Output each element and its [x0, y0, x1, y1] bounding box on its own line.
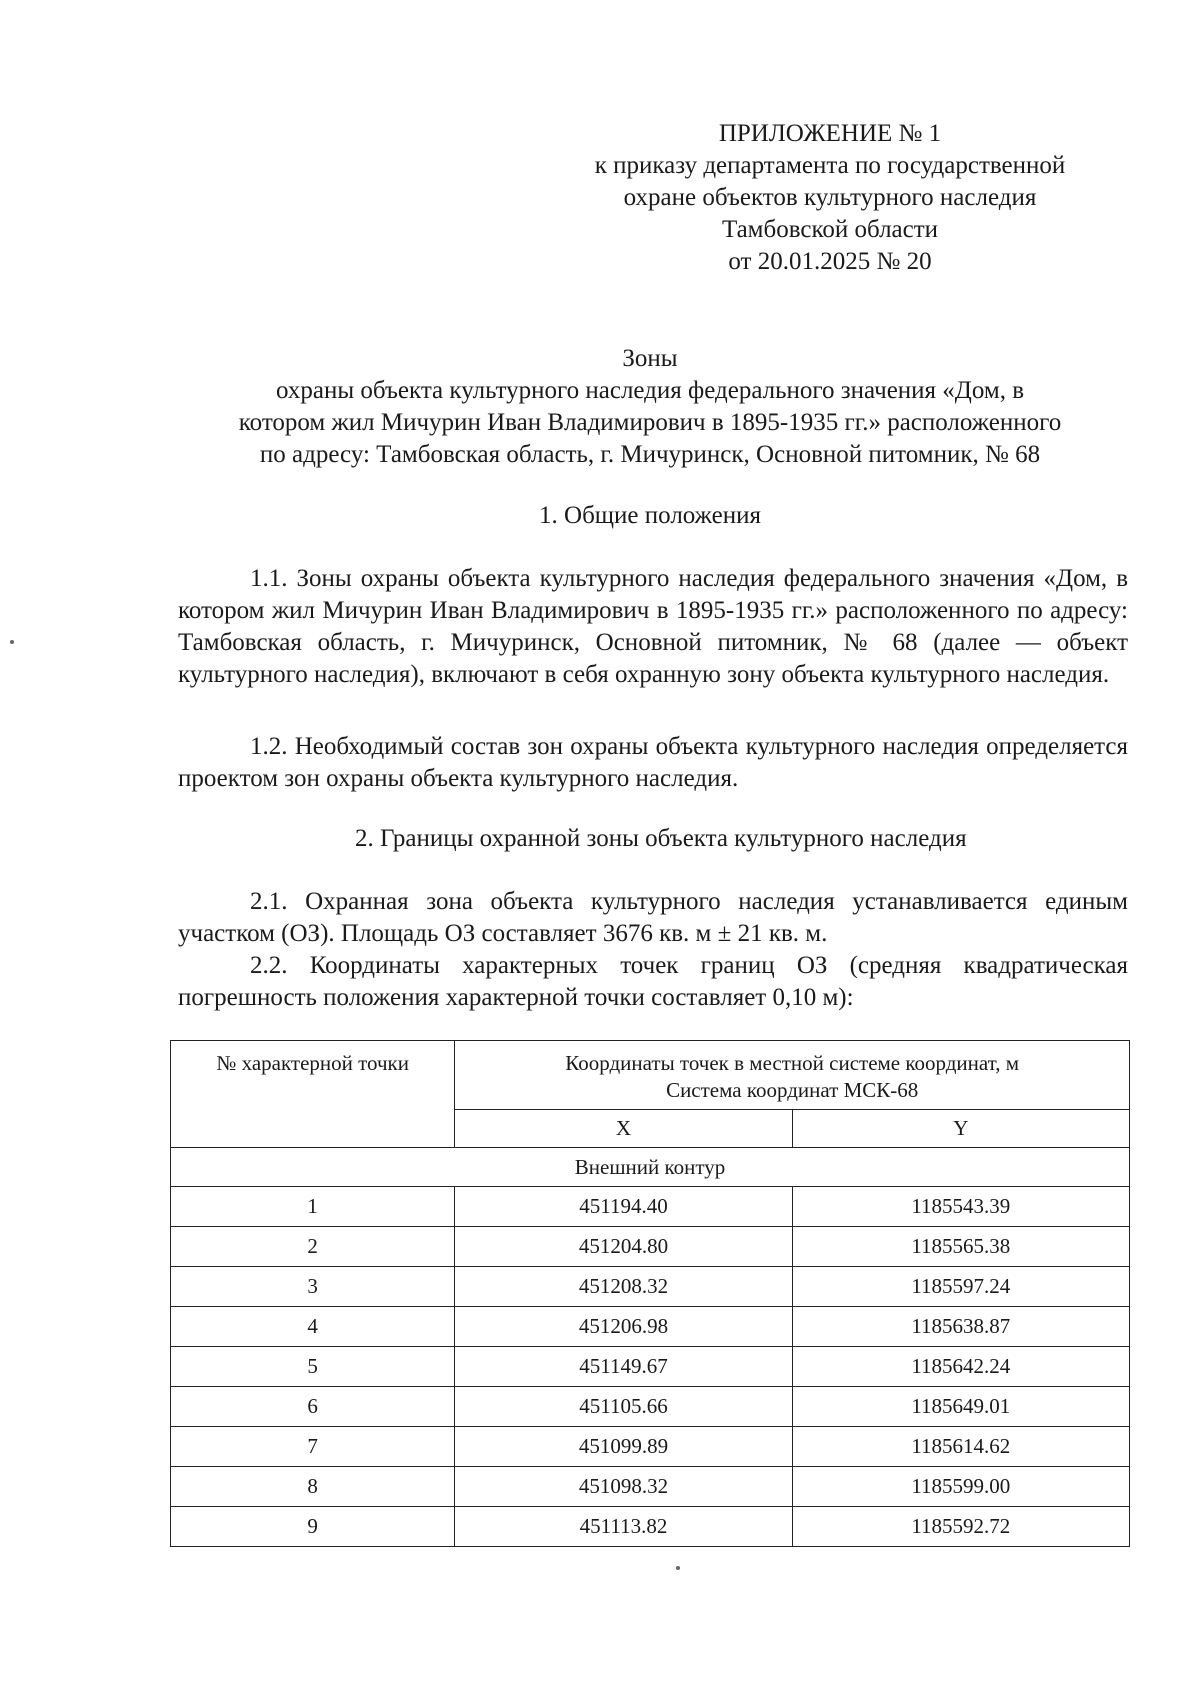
header-point-number: № характерной точки [171, 1041, 455, 1148]
contour-label: Внешний контур [171, 1148, 1130, 1187]
appendix-header [540, 118, 1120, 278]
coord-y: 1185597.24 [792, 1267, 1129, 1307]
title-heading: Зоны [622, 345, 678, 372]
point-number: 1 [171, 1187, 455, 1227]
title-line: по адресу: Тамбовская область, г. Мичуринск, Основной питомник, № 68 [259, 441, 1041, 468]
point-number: 2 [171, 1227, 455, 1267]
coord-y: 1185638.87 [792, 1307, 1129, 1347]
paragraph-2-2-text: 2.2. Координаты характерных точек границ ОЗ (средняя квадратическая погрешность положения характерной точки составляет 0,10 м): [178, 952, 1128, 1011]
coord-x: 451149.67 [455, 1347, 792, 1387]
coord-y: 1185599.00 [792, 1467, 1129, 1507]
header-y: Y [792, 1109, 1129, 1147]
section-2-heading: 2. Границы охранной зоны объекта культурного наследия [355, 825, 967, 852]
paragraph-2-2 [178, 950, 1128, 1014]
appendix-line: охране объектов культурного наследия [623, 184, 1037, 211]
appendix-title: ПРИЛОЖЕНИЕ № 1 [718, 120, 942, 147]
title-line: охраны объекта культурного наследия федерального значения «Дом, в [275, 377, 1024, 404]
point-number: 5 [171, 1347, 455, 1387]
table-row [171, 1307, 1130, 1347]
coord-y: 1185592.72 [792, 1507, 1129, 1547]
coord-x: 451206.98 [455, 1307, 792, 1347]
coord-y: 1185649.01 [792, 1387, 1129, 1427]
paragraph-1-2 [178, 731, 1128, 795]
header-coordinates-system: Система координат МСК-68 [666, 1077, 919, 1102]
paragraph-2-1-text: 2.1. Охранная зона объекта культурного наследия устанавливается единым участком (ОЗ). Площадь ОЗ составляет 3676 кв. м ± 21 кв. м. [178, 888, 1128, 947]
table-row [171, 1387, 1130, 1427]
document-title [170, 343, 1130, 471]
paragraph-1-2-text: 1.2. Необходимый состав зон охраны объекта культурного наследия определяется проектом зон охраны объекта культурного наследия. [178, 733, 1128, 792]
scan-speck [676, 1566, 680, 1570]
coordinates-table [170, 1040, 1130, 1547]
point-number: 6 [171, 1387, 455, 1427]
coord-x: 451113.82 [455, 1507, 792, 1547]
coord-x: 451105.66 [455, 1387, 792, 1427]
appendix-line: Тамбовской области [721, 216, 939, 243]
header-coordinates [455, 1041, 1130, 1110]
table-row [171, 1267, 1130, 1307]
coord-x: 451098.32 [455, 1467, 792, 1507]
paragraph-2-1 [178, 886, 1128, 950]
coord-x: 451204.80 [455, 1227, 792, 1267]
point-number: 9 [171, 1507, 455, 1547]
coord-x: 451099.89 [455, 1427, 792, 1467]
scan-speck [10, 640, 14, 644]
paragraph-1-1-text: 1.1. Зоны охраны объекта культурного наследия федерального значения «Дом, в котором жил Мичурин Иван Владимирович в 1895-1935 гг.» расположенного по адресу: Тамбовская область, г. Мичуринск, Основной питомник, № 68 (далее — объект культурного наследия), включают в себя охранную зону объекта культурного наследия. [178, 565, 1128, 688]
coord-y: 1185543.39 [792, 1187, 1129, 1227]
table-row [171, 1507, 1130, 1547]
coord-x: 451208.32 [455, 1267, 792, 1307]
paragraph-1-1 [178, 563, 1128, 691]
point-number: 4 [171, 1307, 455, 1347]
header-coordinates-line: Координаты точек в местной системе координат, м [565, 1050, 1020, 1075]
table-row [171, 1467, 1130, 1507]
table-row [171, 1347, 1130, 1387]
table-row [171, 1427, 1130, 1467]
header-x: X [455, 1109, 792, 1147]
title-line: котором жил Мичурин Иван Владимирович в 1895-1935 гг.» расположенного [238, 409, 1062, 436]
coord-y: 1185614.62 [792, 1427, 1129, 1467]
coord-x: 451194.40 [455, 1187, 792, 1227]
point-number: 7 [171, 1427, 455, 1467]
appendix-date: от 20.01.2025 № 20 [728, 248, 932, 275]
point-number: 8 [171, 1467, 455, 1507]
point-number: 3 [171, 1267, 455, 1307]
table-row [171, 1187, 1130, 1227]
coord-y: 1185565.38 [792, 1227, 1129, 1267]
table-row [171, 1227, 1130, 1267]
appendix-line: к приказу департамента по государственной [594, 152, 1066, 179]
section-1-heading: 1. Общие положения [539, 502, 761, 529]
coord-y: 1185642.24 [792, 1347, 1129, 1387]
